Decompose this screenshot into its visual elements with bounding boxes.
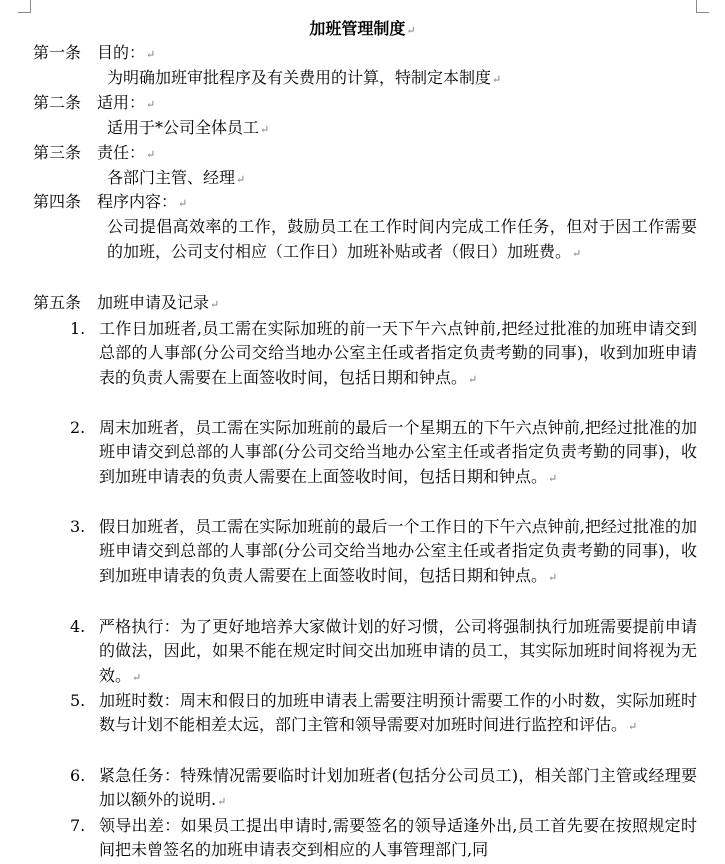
- paragraph-mark-icon: ↵: [132, 670, 142, 684]
- list-item-text: 工作日加班者,员工需在实际加班的前一天下午六点钟前,把经过批准的加班申请交到总部的人事部(分公司交给当地办公室主任或者指定负责考勤的同事)，收到加班申请表的负责人需要在上面签收时间，包括日期和钟点。: [99, 319, 697, 387]
- article-heading: [33, 41, 155, 67]
- paragraph-mark-icon: ↵: [146, 148, 156, 161]
- list-item-number: 7.: [70, 816, 86, 835]
- article-number: 第一条: [33, 43, 82, 62]
- article-heading-text: 加班申请及记录: [97, 293, 210, 312]
- paragraph-mark-icon: ↵: [210, 298, 220, 311]
- paragraph-mark-icon: ↵: [628, 720, 638, 734]
- paragraph-mark-icon: ↵: [548, 570, 558, 584]
- paragraph-mark-icon: ↵: [406, 24, 416, 37]
- article-heading-text: 程序内容：: [97, 192, 178, 211]
- article-number: 第四条: [33, 192, 82, 211]
- list-item: [70, 814, 697, 863]
- article-body: 适用于*公司全体员工↵: [107, 118, 270, 137]
- paragraph-mark-icon: ↵: [468, 372, 478, 386]
- list-item-number: 3.: [70, 517, 86, 536]
- list-item: [70, 317, 697, 392]
- paragraph-mark-icon: ↵: [492, 73, 502, 86]
- paragraph-mark-icon: ↵: [217, 795, 227, 809]
- list-item-number: 2.: [70, 418, 86, 437]
- list-item: [70, 764, 697, 815]
- paragraph-mark-icon: ↵: [260, 123, 270, 136]
- article-heading: [33, 91, 155, 117]
- article-body: 为明确加班审批程序及有关费用的计算，特制定本制度↵: [107, 68, 502, 87]
- list-item: [70, 515, 697, 590]
- paragraph-mark-icon: ↵: [146, 98, 156, 111]
- list-item-text: 假日加班者，员工需在实际加班前的最后一个工作日的下午六点钟前,把经过批准的加班申请交到总部的人事部(分公司交给当地办公室主任或者指定负责考勤的同事)，收到加班申请表的负责人需要在上面签收时间，包括日期和钟点。: [99, 517, 697, 585]
- paragraph-mark-icon: ↵: [236, 173, 246, 186]
- paragraph-mark-icon: ↵: [146, 48, 156, 61]
- article-heading-text: 责任：: [97, 143, 146, 162]
- list-item-text: 紧急任务：特殊情况需要临时计划加班者(包括分公司员工)，相关部门主管或经理要加以额外的说明.: [99, 766, 697, 810]
- list-item-text: 周末加班者，员工需在实际加班前的最后一个星期五的下午六点钟前,把经过批准的加班申请交到总部的人事部(分公司交给当地办公室主任或者指定负责考勤的同事)，收到加班申请表的负责人需要在上面签收时间，包括日期和钟点。: [99, 418, 697, 486]
- list-item-text: 领导出差：如果员工提出申请时,需要签名的领导适逢外出,员工首先要在按照规定时间把未曾签名的加班申请表交到相应的人事管理部门,同: [99, 816, 697, 860]
- article-number: 第五条: [33, 293, 82, 312]
- list-item-number: 6.: [70, 766, 86, 785]
- article-heading-text: 目的：: [97, 43, 146, 62]
- list-item: [70, 615, 697, 690]
- article-heading: [33, 291, 219, 317]
- paragraph-mark-icon: ↵: [178, 197, 188, 210]
- list-item-text: 严格执行：为了更好地培养大家做计划的好习惯，公司将强制执行加班需要提前申请的做法，因此，如果不能在规定时间交出加班申请的员工，其实际加班时间将视为无效。: [99, 617, 697, 685]
- article-number: 第二条: [33, 93, 82, 112]
- article-body: 公司提倡高效率的工作，鼓励员工在工作时间内完成工作任务，但对于因工作需要的加班，公司支付相应（工作日）加班补贴或者（假日）加班费。↵: [107, 217, 697, 261]
- list-item-text: 加班时数：周末和假日的加班申请表上需要注明预计需要工作的小时数，实际加班时数与计划不能相差太远，部门主管和领导需要对加班时间进行监控和评估。: [99, 691, 697, 735]
- list-item: [70, 416, 697, 491]
- paragraph-mark-icon: ↵: [548, 471, 558, 485]
- article-heading: [33, 190, 187, 216]
- article-number: 第三条: [33, 143, 82, 162]
- article-body: 各部门主管、经理↵: [107, 168, 246, 187]
- document-title: 加班管理制度↵: [309, 19, 416, 38]
- paragraph-mark-icon: ↵: [572, 246, 582, 260]
- article-heading-text: 适用：: [97, 93, 146, 112]
- list-item-number: 5.: [70, 691, 86, 710]
- list-item-number: 4.: [70, 617, 86, 636]
- list-item: [70, 689, 697, 740]
- list-item-number: 1.: [70, 319, 86, 338]
- article-heading: [33, 141, 155, 167]
